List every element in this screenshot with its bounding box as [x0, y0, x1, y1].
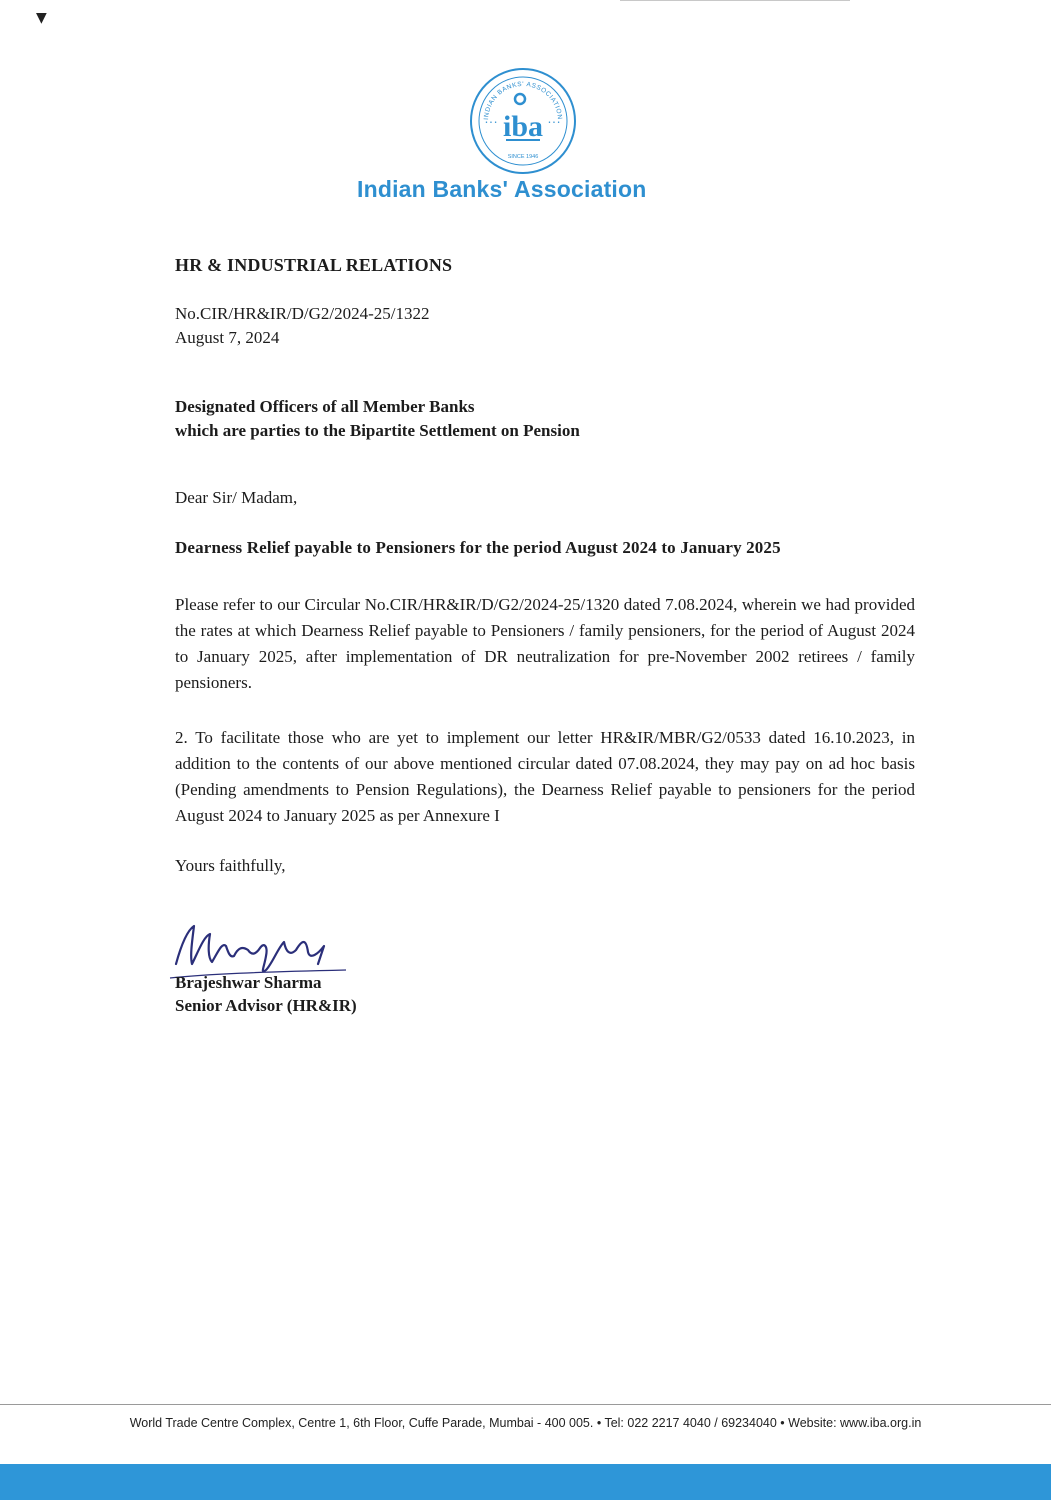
- footer-color-band: [0, 1464, 1051, 1500]
- body-paragraph-2: 2. To facilitate those who are yet to implement our letter HR&IR/MBR/G2/0533 dated 16.10.2023, in addition to the contents of our above mentioned circular dated 07.08.2024, they may pay on ad hoc basis (Pending amendments to Pension Regulations), the Dearness Relief payable to pensioners for the period August 2024 to January 2025 as per Annexure I: [175, 728, 915, 825]
- addressee-line-2: which are parties to the Bipartite Settlement on Pension: [175, 421, 580, 440]
- scan-top-rule: [620, 0, 850, 1]
- addressee-block: [175, 395, 580, 443]
- footer-divider: [0, 1404, 1051, 1405]
- addressee-line-1: Designated Officers of all Member Banks: [175, 397, 475, 416]
- logo-since: SINCE 1946: [507, 154, 539, 160]
- iba-logo: [468, 66, 578, 176]
- svg-text:• • •: • • •: [485, 120, 498, 126]
- reference-number: No.CIR/HR&IR/D/G2/2024-25/1322: [175, 304, 430, 323]
- body-paragraph-1: Please refer to our Circular No.CIR/HR&IR/D/G2/2024-25/1320 dated 7.08.2024, wherein we had provided the rates at which Dearness Relief payable to Pensioners / family pensioners, for the period of August 2024 to January 2025, after implementation of DR neutralization for pre-November 2002 retirees / family pensioners.: [175, 595, 915, 692]
- organization-name: Indian Banks' Association: [357, 176, 647, 202]
- footer-address: World Trade Centre Complex, Centre 1, 6th Floor, Cuffe Parade, Mumbai - 400 005. • Tel: 022 2217 4040 / 69234040 • Website: www.iba.org.in: [129, 1416, 922, 1430]
- subject-line: Dearness Relief payable to Pensioners for the period August 2024 to January 2025: [175, 538, 781, 557]
- scan-mark-icon: ▼: [36, 10, 47, 26]
- signer-name: Brajeshwar Sharma: [175, 973, 322, 992]
- logo-arc-text: INDIAN BANKS' ASSOCIATION: [483, 80, 564, 121]
- signer-title: Senior Advisor (HR&IR): [175, 996, 357, 1015]
- handwritten-signature: [168, 912, 358, 982]
- salutation: Dear Sir/ Madam,: [175, 488, 298, 507]
- svg-text:• • •: • • •: [548, 120, 561, 126]
- letter-date: August 7, 2024: [175, 328, 280, 347]
- department-heading: HR & INDUSTRIAL RELATIONS: [175, 255, 453, 275]
- logo-letters: iba: [502, 110, 544, 143]
- reference-block: [175, 302, 430, 350]
- closing: Yours faithfully,: [175, 856, 286, 875]
